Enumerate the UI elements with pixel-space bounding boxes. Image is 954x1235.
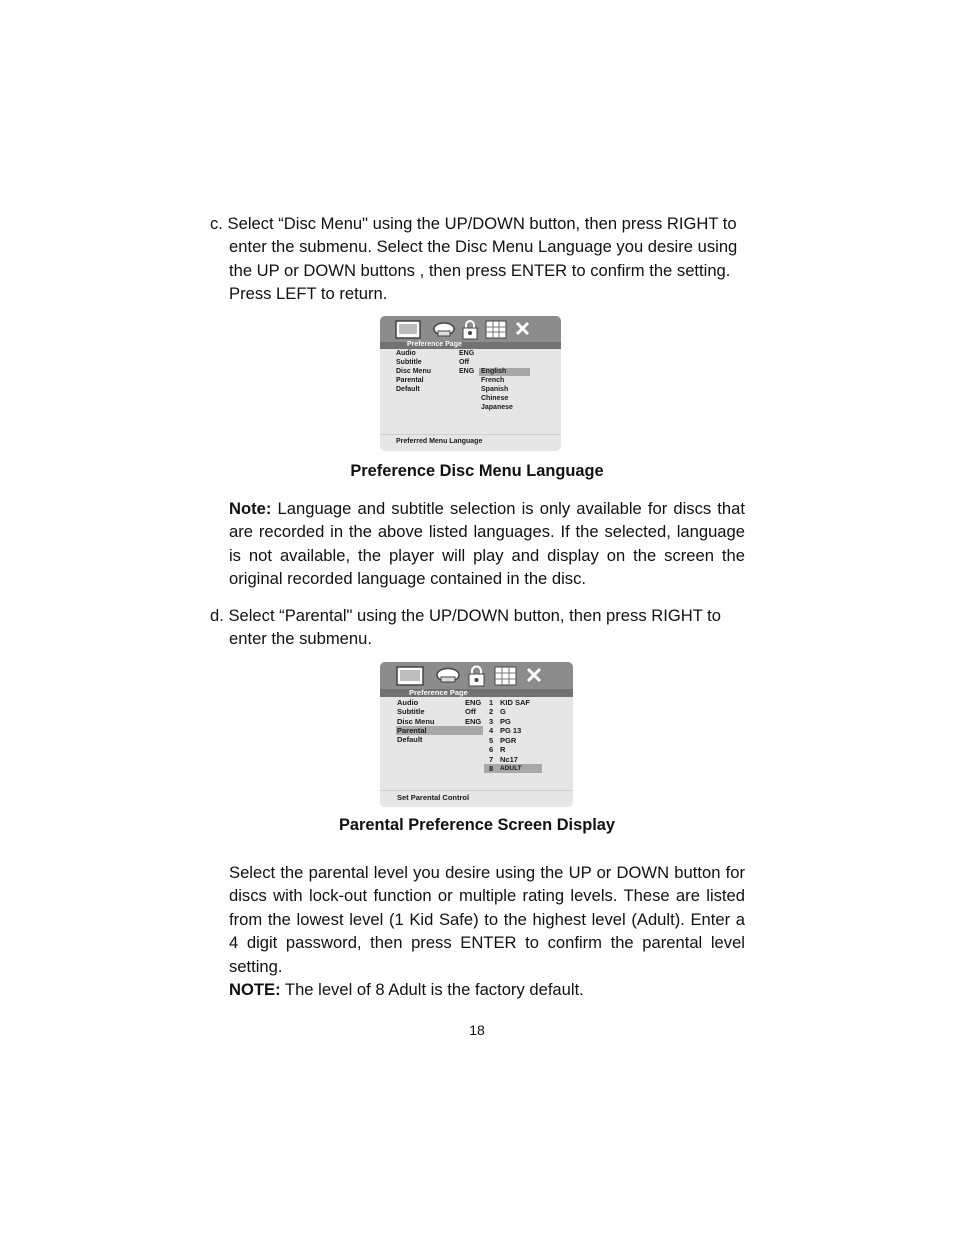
display-setup-icon bbox=[396, 666, 424, 687]
osd-page-title: Preference Page bbox=[409, 688, 468, 697]
instruction-c-line-4: Press LEFT to return. bbox=[229, 284, 388, 304]
note-2-line bbox=[229, 978, 745, 1001]
osd-page-title: Preference Page bbox=[407, 341, 462, 348]
note-factory-default bbox=[229, 978, 745, 1001]
instruction-c-line-2: enter the submenu. Select the Disc Menu Language you desire using bbox=[229, 237, 738, 257]
instruction-c bbox=[210, 212, 745, 306]
note-1-line-4: original recorded language contained in the disc. bbox=[229, 569, 587, 589]
level-4-label: PG 13 bbox=[500, 726, 522, 735]
osd-option-english: English bbox=[481, 368, 507, 375]
osd-item-subtitle: Subtitle bbox=[396, 359, 422, 366]
osd-value-subtitle: Off bbox=[459, 359, 470, 366]
disc-menu-language-screenshot bbox=[380, 316, 561, 451]
osd-footer-text: Preferred Menu Language bbox=[396, 438, 483, 445]
level-1-label: KID SAF bbox=[500, 698, 530, 707]
osd-item-audio: Audio bbox=[396, 350, 416, 357]
select-para-line-3: from the lowest level (1 Kid Safe) to the highest level (Adult). Enter a bbox=[229, 909, 745, 929]
osd-option-chinese: Chinese bbox=[481, 395, 509, 402]
osd-value-audio: ENG bbox=[465, 698, 482, 707]
osd-item-subtitle: Subtitle bbox=[397, 707, 425, 716]
osd-value-audio: ENG bbox=[459, 350, 475, 357]
instruction-c-line-1: c. Select “Disc Menu" using the UP/DOWN button, then press RIGHT to bbox=[210, 214, 737, 233]
lock-icon bbox=[461, 319, 479, 340]
osd-value-disc-menu: ENG bbox=[459, 368, 475, 375]
lock-icon bbox=[467, 665, 486, 687]
parental-control-screenshot bbox=[380, 662, 573, 807]
parental-level-instructions bbox=[229, 861, 745, 978]
display-setup-icon bbox=[395, 320, 421, 340]
level-6-label: R bbox=[500, 745, 506, 754]
level-2-label: G bbox=[500, 707, 506, 716]
note-1-line-3: is not available, the player will play and display on the screen the bbox=[229, 545, 745, 565]
note-1-line-1-text: Language and subtitle selection is only available for discs that bbox=[271, 499, 745, 518]
close-icon bbox=[526, 667, 542, 683]
osd-footer-text: Set Parental Control bbox=[397, 793, 470, 802]
select-para-line-5: setting. bbox=[229, 956, 283, 976]
instruction-d-line-2: enter the submenu. bbox=[229, 629, 372, 649]
osd-item-audio: Audio bbox=[397, 698, 419, 707]
osd-value-disc-menu: ENG bbox=[465, 717, 482, 726]
level-4-number: 4 bbox=[489, 726, 494, 735]
level-7-label: Nc17 bbox=[500, 755, 518, 764]
level-6-number: 6 bbox=[489, 745, 494, 754]
audio-setup-icon bbox=[435, 666, 461, 687]
osd-footer-divider bbox=[380, 434, 561, 435]
level-3-number: 3 bbox=[489, 717, 494, 726]
figure-1-caption: Preference Disc Menu Language bbox=[350, 462, 604, 480]
instruction-c-line-3: the UP or DOWN buttons , then press ENTER to confirm the setting. bbox=[229, 260, 731, 280]
preference-icon bbox=[494, 666, 517, 686]
level-5-number: 5 bbox=[489, 736, 494, 745]
osd-item-default: Default bbox=[397, 735, 423, 744]
osd-option-spanish: Spanish bbox=[481, 386, 509, 393]
level-8-number: 8 bbox=[489, 764, 494, 773]
osd-option-french: French bbox=[481, 377, 505, 384]
note-1-line-2: are recorded in the above listed languages. If the selected, language bbox=[229, 522, 745, 542]
osd-value-subtitle: Off bbox=[465, 707, 476, 716]
audio-setup-icon bbox=[432, 320, 456, 340]
level-8-label: ADULT bbox=[500, 765, 522, 772]
level-1-number: 1 bbox=[489, 698, 494, 707]
figure-2-caption: Parental Preference Screen Display bbox=[338, 816, 616, 834]
close-icon bbox=[515, 321, 530, 336]
select-para-line-2: discs with lock-out function or multiple rating levels. These are listed bbox=[229, 886, 745, 906]
osd-footer-divider bbox=[380, 790, 573, 791]
note-2-label: NOTE: bbox=[229, 980, 281, 999]
select-para-line-4: 4 digit password, then press ENTER to confirm the parental level bbox=[229, 933, 745, 953]
note-1-line-1 bbox=[229, 497, 745, 520]
level-3-label: PG bbox=[500, 717, 511, 726]
osd-item-parental: Parental bbox=[397, 726, 427, 735]
osd-item-default: Default bbox=[396, 386, 420, 393]
select-para-line-1: Select the parental level you desire using the UP or DOWN button for bbox=[229, 863, 745, 882]
note-2-text: The level of 8 Adult is the factory default. bbox=[280, 980, 584, 999]
note-1-label: Note: bbox=[229, 499, 272, 518]
level-5-label: PGR bbox=[500, 736, 517, 745]
note-language-availability bbox=[229, 497, 745, 591]
page-number: 18 bbox=[469, 1022, 485, 1038]
osd-item-parental: Parental bbox=[396, 377, 424, 384]
level-2-number: 2 bbox=[489, 707, 494, 716]
osd-item-disc-menu: Disc Menu bbox=[396, 368, 432, 375]
preference-icon bbox=[485, 320, 507, 339]
osd-item-disc-menu: Disc Menu bbox=[397, 717, 435, 726]
instruction-d-line-1: d. Select “Parental" using the UP/DOWN button, then press RIGHT to bbox=[210, 606, 721, 625]
osd-option-japanese: Japanese bbox=[481, 404, 513, 411]
instruction-d bbox=[210, 604, 745, 651]
level-7-number: 7 bbox=[489, 755, 494, 764]
